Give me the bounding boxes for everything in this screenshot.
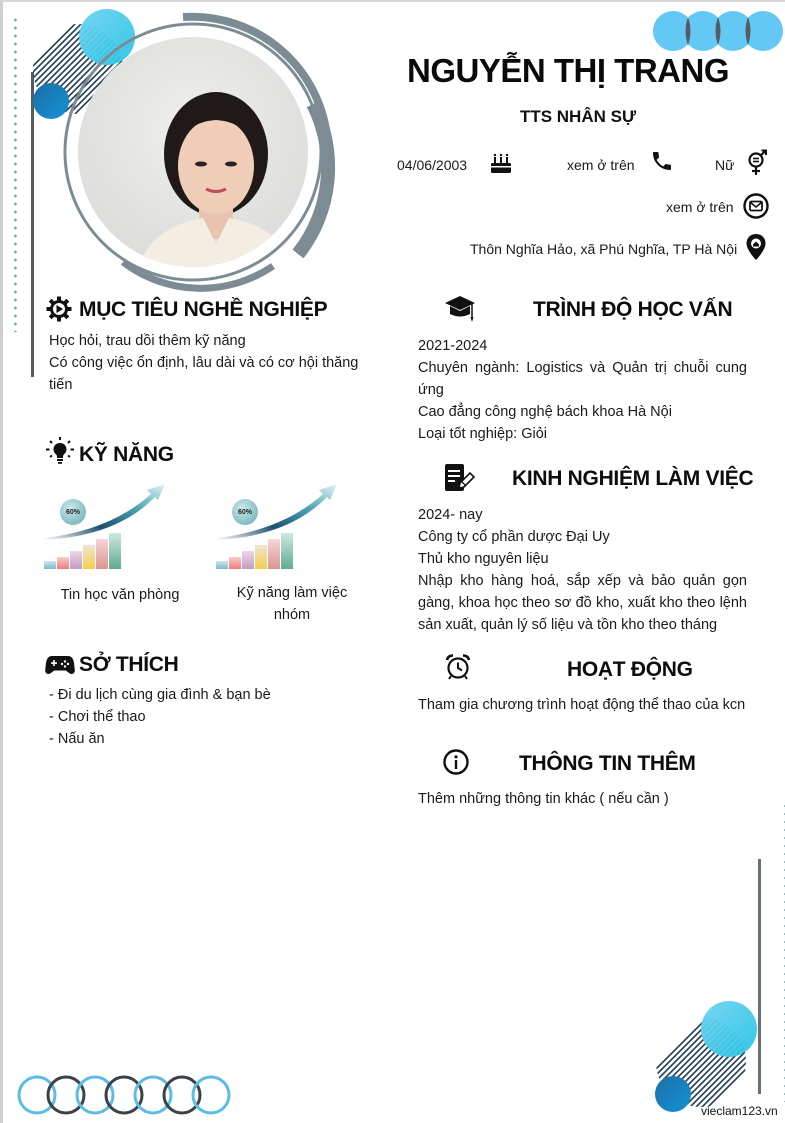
experience-line: Thủ kho nguyên liệu <box>418 551 549 567</box>
watermark: vieclam123.vn <box>701 1104 778 1118</box>
gamepad-icon <box>45 652 75 678</box>
skill-chart-graphic <box>41 480 167 570</box>
education-line: 2021-2024 <box>418 338 488 354</box>
education-text <box>418 335 747 445</box>
skill-label: Kỹ năng làm việc nhóm <box>236 585 348 623</box>
activities-heading: HOẠT ĐỘNG <box>567 658 693 681</box>
education-line: Chuyên ngành: Logistics và Quản trị chuỗi cung ứng <box>418 360 747 398</box>
location-pin-icon <box>744 232 768 262</box>
education-line: Cao đẳng công nghệ bách khoa Hà Nội <box>418 404 672 420</box>
skill-label: Tin học văn phòng <box>60 587 180 603</box>
skill-percent-badge: 60% <box>60 499 86 525</box>
address-value: Thôn Nghĩa Hảo, xã Phú Nghĩa, TP Hà Nội <box>470 241 738 257</box>
skills-heading: KỸ NĂNG <box>79 443 174 466</box>
hobby-item: - Nấu ăn <box>49 731 105 747</box>
birthday-value: 04/06/2003 <box>397 157 468 173</box>
phone-icon <box>649 148 675 174</box>
additional-text <box>418 788 758 810</box>
mail-icon <box>742 192 770 220</box>
objective-line: Có công việc ổn định, lâu dài và có cơ hội thăng tiến <box>49 355 359 393</box>
phone-value: xem ở trên <box>567 157 635 173</box>
experience-line: Công ty cổ phần dược Đại Uy <box>418 529 610 545</box>
info-icon <box>442 748 470 776</box>
experience-heading: KINH NGHIỆM LÀM VIỆC <box>512 467 754 490</box>
candidate-name: NGUYỄN THỊ TRANG <box>407 52 729 89</box>
gear-icon <box>45 295 73 323</box>
alarm-clock-icon <box>444 653 472 681</box>
additional-line: Thêm những thông tin khác ( nếu cần ) <box>418 791 669 807</box>
experience-line: Nhập kho hàng hoá, sắp xếp và bảo quản gọn gàng, khoa học theo sơ đồ kho, xuất kho theo lệnh sản xuất, quản lý số liệu và tồn kho theo tháng <box>418 573 747 633</box>
hobbies-list <box>49 684 349 750</box>
job-title: TTS NHÂN SỰ <box>519 107 637 126</box>
hobby-item: - Đi du lịch cùng gia đình & bạn bè <box>49 687 271 703</box>
objective-heading: MỤC TIÊU NGHỀ NGHIỆP <box>79 298 328 321</box>
activity-line: Tham gia chương trình hoạt động thể thao của kcn <box>418 697 746 713</box>
gender-icon <box>744 148 770 178</box>
gender-value: Nữ <box>715 157 735 173</box>
objective-line: Học hỏi, trau dồi thêm kỹ năng <box>49 333 246 349</box>
education-heading: TRÌNH ĐỘ HỌC VẤN <box>533 298 733 321</box>
circles-stripes-decoration <box>648 997 760 1115</box>
experience-line: 2024- nay <box>418 507 483 523</box>
graduation-cap-icon <box>444 294 476 324</box>
hobby-item: - Chơi thể thao <box>49 709 146 725</box>
education-line: Loại tốt nghiệp: Giỏi <box>418 426 547 442</box>
lightbulb-icon <box>45 436 75 466</box>
chain-circles-decoration <box>651 9 785 53</box>
email-value: xem ở trên <box>666 199 734 215</box>
experience-text <box>418 504 747 636</box>
hobbies-heading: SỞ THÍCH <box>79 653 179 676</box>
objective-text <box>49 330 369 396</box>
skill-percent-badge: 60% <box>232 499 258 525</box>
additional-heading: THÔNG TIN THÊM <box>519 752 696 775</box>
dotted-line-decoration <box>14 16 17 332</box>
cake-icon <box>488 150 514 176</box>
chain-rings-decoration <box>15 1072 235 1118</box>
activities-text <box>418 694 758 716</box>
document-edit-icon <box>443 463 475 493</box>
skill-chart-graphic <box>213 480 339 570</box>
avatar-decoration <box>23 4 353 294</box>
